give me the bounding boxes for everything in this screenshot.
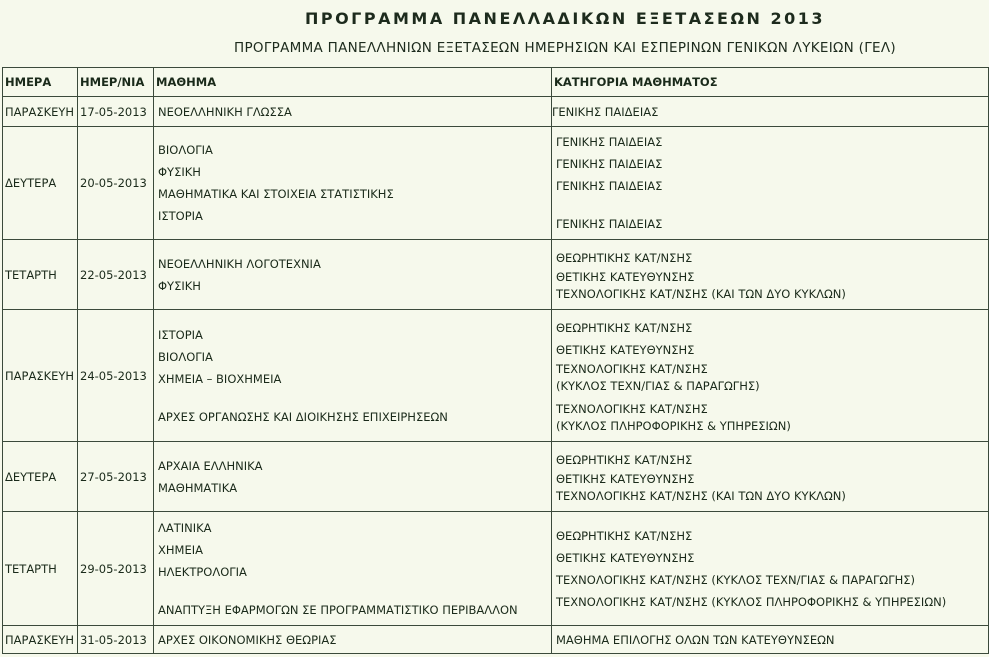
column-header-day: ΗΜΕΡΑ — [3, 68, 78, 97]
table-row — [3, 512, 989, 626]
page-subtitle: ΠΡΟΓΡΑΜΜΑ ΠΑΝΕΛΛΗΝΙΩΝ ΕΞΕΤΑΣΕΩΝ ΗΜΕΡΗΣΙΩΝ ΚΑΙ ΕΣΠΕΡΙΝΩΝ ΓΕΝΙΚΩΝ ΛΥΚΕΙΩΝ (ΓΕΛ) — [234, 40, 896, 56]
date-cell: 20-05-2013 — [78, 127, 154, 240]
table-row — [3, 626, 989, 654]
date-cell: 31-05-2013 — [78, 626, 154, 654]
category-item: (ΚΥΚΛΟΣ ΠΛΗΡΟΦΟΡΙΚΗΣ & ΥΠΗΡΕΣΙΩΝ) — [556, 418, 791, 433]
table-row — [3, 310, 989, 442]
subject-item: ΛΑΤΙΝΙΚΑ — [158, 520, 212, 535]
category-item: ΘΕΤΙΚΗΣ ΚΑΤΕΥΘΥΝΣΗΣ — [556, 471, 695, 486]
subject-item: ΜΑΘΗΜΑΤΙΚΑ ΚΑΙ ΣΤΟΙΧΕΙΑ ΣΤΑΤΙΣΤΙΚΗΣ — [158, 187, 394, 201]
category-cell — [552, 97, 989, 127]
subject-cell — [154, 127, 552, 240]
date-cell: 22-05-2013 — [78, 240, 154, 310]
category-item: ΤΕΧΝΟΛΟΓΙΚΗΣ ΚΑΤ/ΝΣΗΣ (ΚΥΚΛΟΣ ΠΛΗΡΟΦΟΡΙΚΗΣ & ΥΠΗΡΕΣΙΩΝ) — [556, 594, 947, 609]
date-cell: 27-05-2013 — [78, 442, 154, 512]
subject-item: ΦΥΣΙΚΗ — [158, 165, 201, 179]
category-cell — [552, 626, 989, 654]
table-row — [3, 442, 989, 512]
subject-item: ΝΕΟΕΛΛΗΝΙΚΗ ΛΟΓΟΤΕΧΝΙΑ — [158, 256, 321, 271]
category-item: ΘΕΤΙΚΗΣ ΚΑΤΕΥΘΥΝΣΗΣ — [556, 550, 695, 565]
column-header-category: ΚΑΤΗΓΟΡΙΑ ΜΑΘΗΜΑΤΟΣ — [552, 68, 989, 97]
category-item: ΤΕΧΝΟΛΟΓΙΚΗΣ ΚΑΤ/ΝΣΗΣ (ΚΑΙ ΤΩΝ ΔΥΟ ΚΥΚΛΩΝ) — [556, 286, 846, 301]
table-row — [3, 127, 989, 240]
category-item: ΓΕΝΙΚΗΣ ΠΑΙΔΕΙΑΣ — [556, 135, 663, 149]
subject-item: ΙΣΤΟΡΙΑ — [158, 209, 203, 223]
subject-cell — [154, 626, 552, 654]
category-item: ΘΕΩΡΗΤΙΚΗΣ ΚΑΤ/ΝΣΗΣ — [556, 320, 693, 335]
category-item: ΘΕΩΡΗΤΙΚΗΣ ΚΑΤ/ΝΣΗΣ — [556, 250, 693, 265]
category-item: ΘΕΤΙΚΗΣ ΚΑΤΕΥΘΥΝΣΗΣ — [556, 269, 695, 284]
category-item: ΘΕΩΡΗΤΙΚΗΣ ΚΑΤ/ΝΣΗΣ — [556, 452, 693, 467]
day-cell: ΔΕΥΤΕΡΑ — [3, 127, 78, 240]
subject-item: ΧΗΜΕΙΑ – ΒΙΟΧΗΜΕΙΑ — [158, 371, 282, 386]
day-cell: ΠΑΡΑΣΚΕΥΗ — [3, 97, 78, 127]
category-cell — [552, 127, 989, 240]
subject-item: ΙΣΤΟΡΙΑ — [158, 327, 203, 342]
exam-schedule-table — [2, 67, 989, 654]
day-cell: ΔΕΥΤΕΡΑ — [3, 442, 78, 512]
date-cell: 24-05-2013 — [78, 310, 154, 442]
table-row — [3, 97, 989, 127]
subject-cell — [154, 240, 552, 310]
subject-item: ΑΡΧΑΙΑ ΕΛΛΗΝΙΚΑ — [158, 458, 263, 473]
subject-item: ΝΕΟΕΛΛΗΝΙΚΗ ΓΛΩΣΣΑ — [158, 104, 292, 119]
category-item: ΓΕΝΙΚΗΣ ΠΑΙΔΕΙΑΣ — [556, 179, 663, 193]
subject-item: ΧΗΜΕΙΑ — [158, 542, 203, 557]
day-cell: ΠΑΡΑΣΚΕΥΗ — [3, 310, 78, 442]
category-cell — [552, 240, 989, 310]
table-header-row — [3, 68, 989, 97]
subject-item: ΦΥΣΙΚΗ — [158, 278, 201, 293]
subject-item: ΜΑΘΗΜΑΤΙΚΑ — [158, 480, 238, 495]
category-item: ΓΕΝΙΚΗΣ ΠΑΙΔΕΙΑΣ — [552, 104, 659, 119]
category-cell — [552, 442, 989, 512]
category-item: ΤΕΧΝΟΛΟΓΙΚΗΣ ΚΑΤ/ΝΣΗΣ (ΚΥΚΛΟΣ ΤΕΧΝ/ΓΙΑΣ & ΠΑΡΑΓΩΓΗΣ) — [556, 572, 916, 587]
category-item: ΤΕΧΝΟΛΟΓΙΚΗΣ ΚΑΤ/ΝΣΗΣ — [556, 401, 708, 416]
category-item: ΓΕΝΙΚΗΣ ΠΑΙΔΕΙΑΣ — [556, 157, 663, 171]
date-cell: 17-05-2013 — [78, 97, 154, 127]
subject-cell — [154, 442, 552, 512]
column-header-subject: ΜΑΘΗΜΑ — [154, 68, 552, 97]
subject-cell — [154, 97, 552, 127]
subject-item: ΗΛΕΚΤΡΟΛΟΓΙΑ — [158, 564, 247, 579]
category-item: ΤΕΧΝΟΛΟΓΙΚΗΣ ΚΑΤ/ΝΣΗΣ — [556, 361, 708, 376]
category-item: ΘΕΤΙΚΗΣ ΚΑΤΕΥΘΥΝΣΗΣ — [556, 342, 695, 357]
day-cell: ΠΑΡΑΣΚΕΥΗ — [3, 626, 78, 654]
category-item: ΓΕΝΙΚΗΣ ΠΑΙΔΕΙΑΣ — [556, 217, 663, 231]
subject-cell — [154, 512, 552, 626]
category-cell — [552, 512, 989, 626]
category-item: ΜΑΘΗΜΑ ΕΠΙΛΟΓΗΣ ΟΛΩΝ ΤΩΝ ΚΑΤΕΥΘΥΝΣΕΩΝ — [556, 632, 835, 647]
subject-item: ΒΙΟΛΟΓΙΑ — [158, 349, 213, 364]
table-row — [3, 240, 989, 310]
category-item: (ΚΥΚΛΟΣ ΤΕΧΝ/ΓΙΑΣ & ΠΑΡΑΓΩΓΗΣ) — [556, 378, 760, 393]
subject-item: ΒΙΟΛΟΓΙΑ — [158, 143, 213, 157]
date-cell: 29-05-2013 — [78, 512, 154, 626]
category-item: ΤΕΧΝΟΛΟΓΙΚΗΣ ΚΑΤ/ΝΣΗΣ (ΚΑΙ ΤΩΝ ΔΥΟ ΚΥΚΛΩΝ) — [556, 488, 846, 503]
subject-item: ΑΡΧΕΣ ΟΡΓΑΝΩΣΗΣ ΚΑΙ ΔΙΟΙΚΗΣΗΣ ΕΠΙΧΕΙΡΗΣΕΩΝ — [158, 409, 448, 424]
day-cell: ΤΕΤΑΡΤΗ — [3, 512, 78, 626]
subject-item: ΑΝΑΠΤΥΞΗ ΕΦΑΡΜΟΓΩΝ ΣΕ ΠΡΟΓΡΑΜΜΑΤΙΣΤΙΚΟ ΠΕΡΙΒΑΛΛΟΝ — [158, 602, 518, 617]
subject-item: ΑΡΧΕΣ ΟΙΚΟΝΟΜΙΚΗΣ ΘΕΩΡΙΑΣ — [158, 632, 337, 647]
page-title: ΠΡΟΓΡΑΜΜΑ ΠΑΝΕΛΛΑΔΙΚΩΝ ΕΞΕΤΑΣΕΩΝ 2013 — [304, 9, 826, 28]
category-cell — [552, 310, 989, 442]
subject-cell — [154, 310, 552, 442]
column-header-date: ΗΜΕΡ/ΝΙΑ — [78, 68, 154, 97]
day-cell: ΤΕΤΑΡΤΗ — [3, 240, 78, 310]
category-item: ΘΕΩΡΗΤΙΚΗΣ ΚΑΤ/ΝΣΗΣ — [556, 528, 693, 543]
